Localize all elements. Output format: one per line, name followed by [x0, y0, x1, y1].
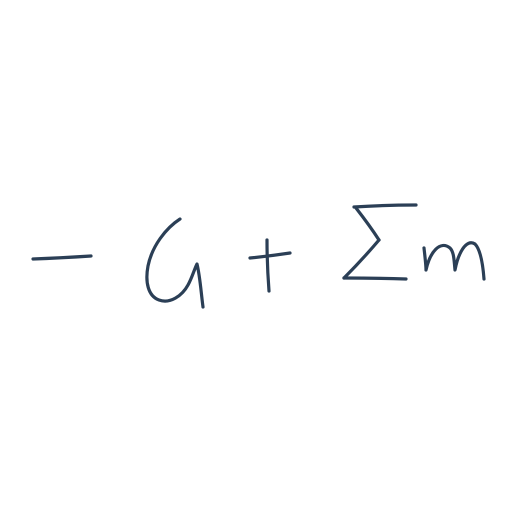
letter-g-glyph: [147, 219, 203, 307]
letter-m-glyph: [424, 243, 484, 279]
minus-glyph: [33, 256, 91, 259]
plus-glyph: [250, 240, 290, 291]
sigma-glyph: [344, 205, 416, 279]
